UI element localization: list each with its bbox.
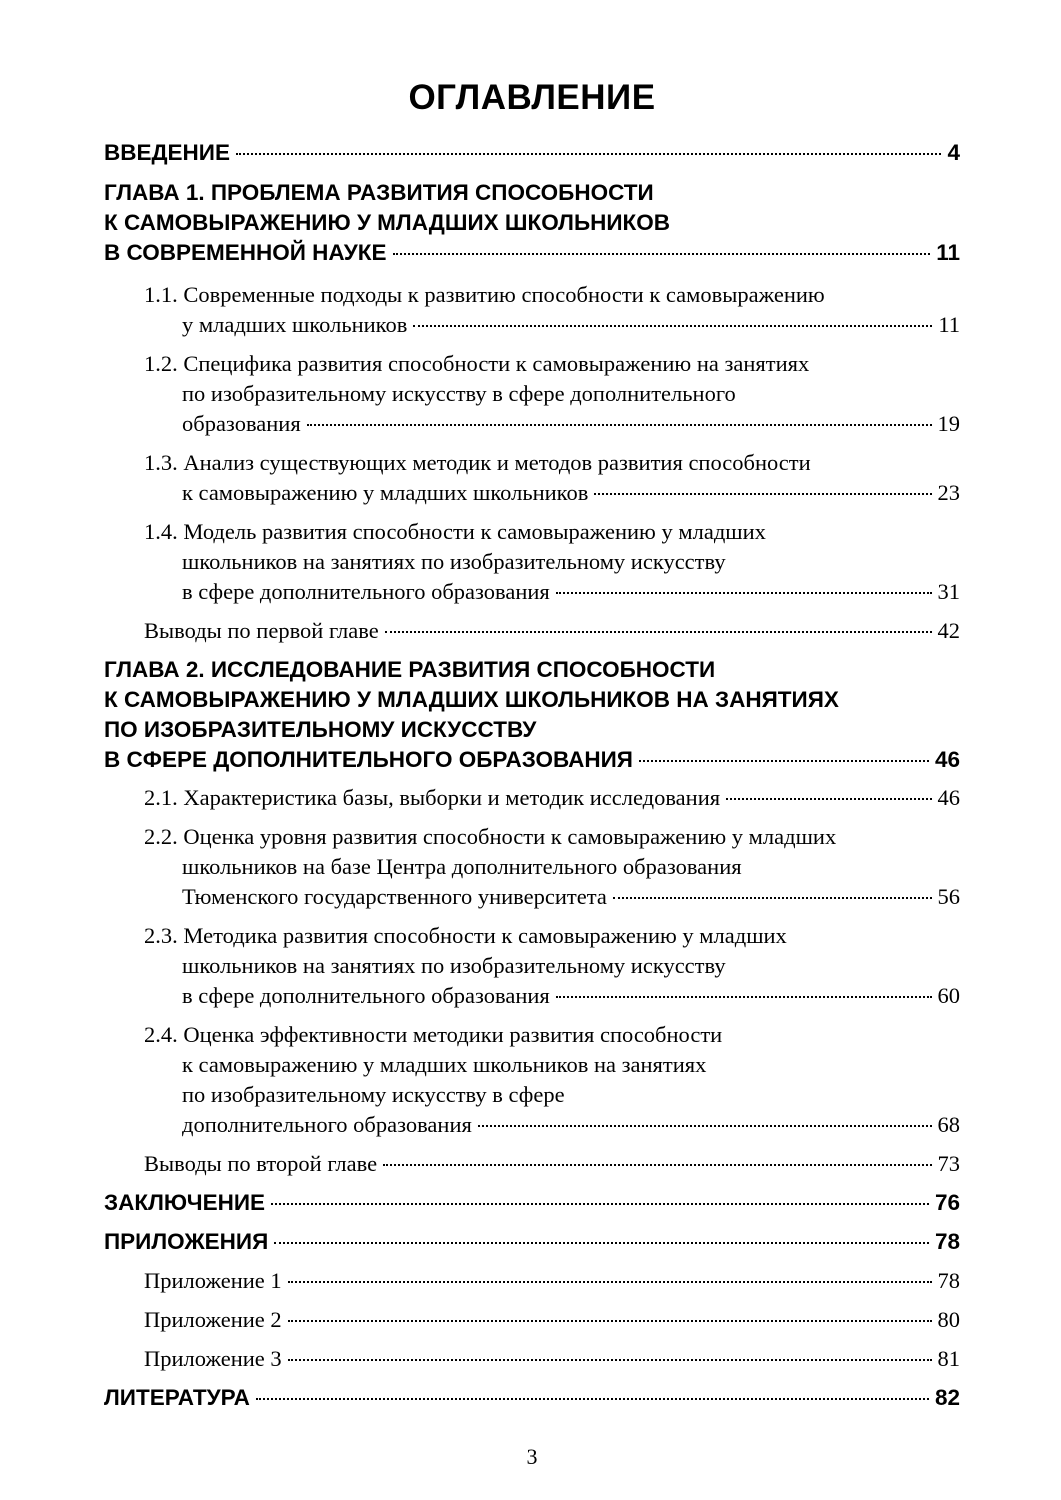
toc-entry-title-line: ГЛАВА 2. ИССЛЕДОВАНИЕ РАЗВИТИЯ СПОСОБНОСТИ (104, 657, 716, 682)
toc-entry-title-line: 1.4. Модель развития способности к самовыражению у младших (144, 519, 766, 544)
toc-page-number: 78 (934, 1229, 960, 1254)
dot-leader (288, 1320, 932, 1322)
dot-leader (288, 1281, 932, 1283)
toc-entry-title-line: К САМОВЫРАЖЕНИЮ У МЛАДШИХ ШКОЛЬНИКОВ (104, 210, 671, 235)
dot-leader (413, 325, 932, 327)
dot-leader (639, 760, 929, 762)
toc-entry-title: ЗАКЛЮЧЕНИЕ (104, 1190, 266, 1215)
toc-entry-appendices[interactable] (104, 1227, 960, 1257)
toc-page-number: 42 (937, 618, 960, 643)
dot-leader (393, 253, 931, 255)
toc-entry-section-2-4[interactable] (104, 1020, 960, 1140)
dot-leader (726, 798, 931, 800)
toc-entry-appendix-3[interactable] (104, 1344, 960, 1374)
toc-entry-chapter-2[interactable] (104, 655, 960, 775)
dot-leader (556, 996, 932, 998)
toc-entry-section-1-3[interactable] (104, 448, 960, 508)
toc-entry-title-line: дополнительного образования (182, 1112, 472, 1137)
toc-entry-title-line: 2.4. Оценка эффективности методики развития способности (144, 1022, 723, 1047)
toc-entry-title-line: к самовыражению у младших школьников на занятиях (182, 1052, 707, 1077)
toc-entry-title-line: по изобразительному искусству в сфере (182, 1082, 565, 1107)
toc-entry-title-line: школьников на базе Центра дополнительного образования (182, 854, 742, 879)
toc-entry-title-line: В СФЕРЕ ДОПОЛНИТЕЛЬНОГО ОБРАЗОВАНИЯ (104, 747, 633, 772)
dot-leader (274, 1242, 929, 1244)
toc-entry-section-1-2[interactable] (104, 349, 960, 439)
dot-leader (271, 1203, 929, 1205)
toc-page-number: 82 (934, 1385, 960, 1410)
toc-entry-references[interactable] (104, 1383, 960, 1413)
toc-page-number: 60 (937, 983, 960, 1008)
toc-page-number: 31 (937, 579, 960, 604)
toc-entry-title: ЛИТЕРАТУРА (104, 1385, 250, 1410)
toc-page-number: 73 (937, 1151, 960, 1176)
toc-entry-title: Приложение 2 (144, 1307, 282, 1332)
toc-entry-chapter-2-conclusions[interactable] (104, 1149, 960, 1179)
dot-leader (236, 153, 942, 155)
toc-page-number: 56 (937, 884, 960, 909)
toc-page-number: 11 (936, 240, 960, 265)
toc-page-number: 81 (937, 1346, 960, 1371)
dot-leader (256, 1398, 929, 1400)
toc-entry-title-line: 1.3. Анализ существующих методик и методов развития способности (144, 450, 811, 475)
toc-entry-section-2-3[interactable] (104, 921, 960, 1011)
toc-page-number: 23 (937, 480, 960, 505)
toc-entry-title-line: в сфере дополнительного образования (182, 983, 550, 1008)
dot-leader (556, 592, 932, 594)
dot-leader (288, 1359, 932, 1361)
toc-entry-title: Приложение 1 (144, 1268, 282, 1293)
toc-page-number: 46 (934, 747, 960, 772)
toc-entry-title-line: 1.2. Специфика развития способности к самовыражению на занятиях (144, 351, 810, 376)
toc-entry-title-line: в сфере дополнительного образования (182, 579, 550, 604)
toc-entry-title-line: ГЛАВА 1. ПРОБЛЕМА РАЗВИТИЯ СПОСОБНОСТИ (104, 180, 654, 205)
toc-entry-title-line: по изобразительному искусству в сфере дополнительного (182, 381, 736, 406)
toc-entry-title-line: ПО ИЗОБРАЗИТЕЛЬНОМУ ИСКУССТВУ (104, 717, 537, 742)
toc-entry-title: 2.1. Характеристика базы, выборки и методик исследования (144, 785, 721, 810)
page-title: ОГЛАВЛЕНИЕ (408, 78, 656, 117)
dot-leader (478, 1125, 932, 1127)
toc-entry-section-1-1[interactable] (104, 280, 960, 340)
toc-page-number: 76 (934, 1190, 960, 1215)
toc-entry-conclusion[interactable] (104, 1188, 960, 1218)
page-number: 3 (526, 1444, 538, 1469)
dot-leader (307, 424, 932, 426)
dot-leader (383, 1164, 931, 1166)
document-page (104, 0, 960, 1500)
toc-page-number: 19 (937, 411, 960, 436)
toc-entry-title: Выводы по второй главе (144, 1151, 378, 1176)
toc-page-number: 46 (937, 785, 960, 810)
toc-page-number: 11 (938, 312, 960, 337)
toc-entry-title: Выводы по первой главе (144, 618, 379, 643)
toc-entry-section-1-4[interactable] (104, 517, 960, 607)
toc-entry-appendix-2[interactable] (104, 1305, 960, 1335)
toc-entry-title-line: к самовыражению у младших школьников (182, 480, 589, 505)
toc-entry-title: ВВЕДЕНИЕ (104, 140, 230, 165)
toc-entry-chapter-1[interactable] (104, 178, 960, 268)
dot-leader (613, 897, 932, 899)
toc-entry-title-line: 2.3. Методика развития способности к самовыражению у младших (144, 923, 787, 948)
toc-entry-section-2-2[interactable] (104, 822, 960, 912)
toc-entry-title-line: В СОВРЕМЕННОЙ НАУКЕ (104, 240, 387, 265)
toc-page-number: 68 (937, 1112, 960, 1137)
dot-leader (385, 631, 932, 633)
toc-page-number: 4 (947, 140, 960, 165)
toc-entry-title-line: Тюменского государственного университета (182, 884, 607, 909)
toc-entry-title-line: образования (182, 411, 301, 436)
toc-entry-chapter-1-conclusions[interactable] (104, 616, 960, 646)
toc-entry-title: ПРИЛОЖЕНИЯ (104, 1229, 269, 1254)
dot-leader (594, 493, 931, 495)
toc-page-number: 78 (937, 1268, 960, 1293)
toc-entry-title-line: школьников на занятиях по изобразительному искусству (182, 953, 726, 978)
toc-page-number: 80 (937, 1307, 960, 1332)
toc-entry-title-line: 2.2. Оценка уровня развития способности к самовыражению у младших (144, 824, 837, 849)
toc-entry-title-line: у младших школьников (182, 312, 408, 337)
table-of-contents (104, 138, 960, 1413)
toc-entry-title-line: К САМОВЫРАЖЕНИЮ У МЛАДШИХ ШКОЛЬНИКОВ НА ЗАНЯТИЯХ (104, 687, 839, 712)
toc-entry-section-2-1[interactable] (104, 783, 960, 813)
toc-entry-introduction[interactable] (104, 138, 960, 168)
toc-entry-title: Приложение 3 (144, 1346, 282, 1371)
toc-entry-title-line: 1.1. Современные подходы к развитию способности к самовыражению (144, 282, 825, 307)
toc-entry-title-line: школьников на занятиях по изобразительному искусству (182, 549, 726, 574)
toc-entry-appendix-1[interactable] (104, 1266, 960, 1296)
